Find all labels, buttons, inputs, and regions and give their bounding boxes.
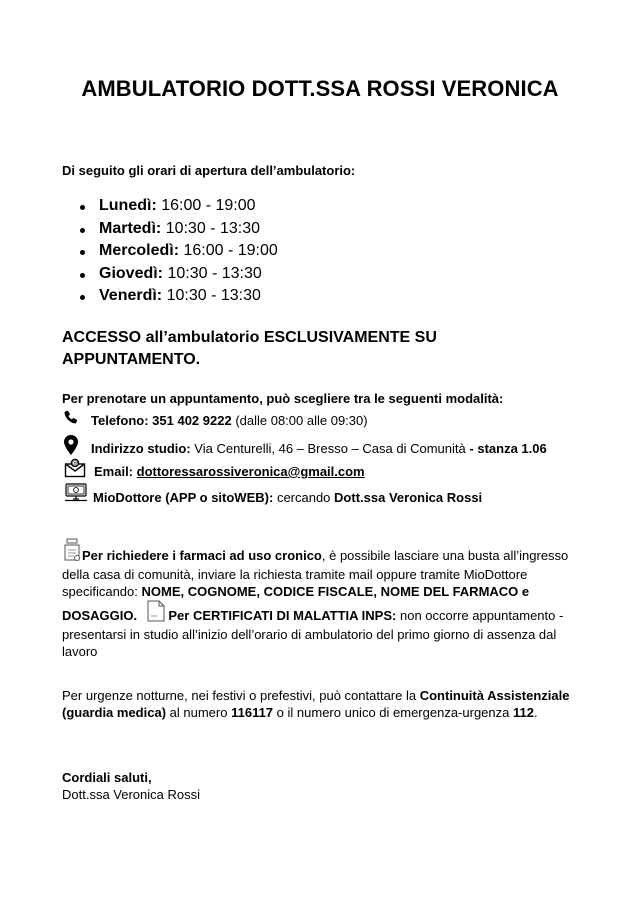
day-label: Venerdì: [99,287,163,304]
room-number: stanza 1.06 [477,441,547,456]
list-item [62,218,278,241]
day-label: Martedì: [99,219,162,237]
bullet [80,295,85,300]
chronic-text: , è possibile lasciare una busta all’ingresso della casa di comunità, inviare la richiesta tramite mail oppure tramite MioDottore specificando: [62,548,569,599]
guardia-medica-label: Continuità Assistenziale (guardia medica) [62,688,570,720]
hours-value: 10:30 - 13:30 [165,219,260,237]
email-link[interactable]: dottoressarossiveronica@gmail.com [136,464,365,479]
guardia-medica-number: 116117 [231,705,274,720]
chronic-fields: NOME, COGNOME, CODICE FISCALE, NOME DEL FARMACO e DOSAGGIO. [62,584,530,623]
hours-value: 16:00 - 19:00 [161,197,256,214]
day-label: Lunedì: [99,197,157,214]
email-label: Email: [94,464,134,479]
address-label: Indirizzo studio: [91,441,191,456]
svg-text:@: @ [72,460,78,467]
chronic-lead: Per richiedere i farmaci ad uso cronico [82,548,322,563]
urgent-text: o il numero unico di emergenza-urgenza [276,705,510,720]
signature: Dott.ssa Veronica Rossi [62,787,201,802]
phone-number[interactable]: 351 402 9222 [152,413,232,428]
opening-hours-list [62,195,278,308]
hours-value: 10:30 - 13:30 [166,287,261,304]
emergency-number: 112 [512,705,534,720]
certificates-text: non occorre appuntamento - presentarsi in studio all’inizio dell’orario di ambulatorio del primo giorno di assenza dal lavoro [62,608,564,659]
list-item [62,195,278,218]
bullet [80,228,85,233]
urgent-text: . [533,705,538,720]
urgent-text: Per urgenze notturne, nei festivi o prefestivi, può contattare la [62,688,417,703]
greeting: Cordiali saluti, [62,770,152,785]
chronic-medicine-paragraph [62,538,582,660]
phone-label: Telefono: [91,413,149,428]
urgent-care-paragraph [62,687,582,721]
email-icon [64,458,86,482]
map-pin-icon [64,435,78,459]
list-item [62,285,278,308]
access-notice: ACCESSO all’ambulatorio ESCLUSIVAMENTE SU APPUNTAMENTO. [62,329,437,368]
list-item [62,240,278,263]
address-value: Via Centurelli, 46 – Bresso – Casa di Comunità [194,441,466,456]
hours-value: 10:30 - 13:30 [167,264,262,282]
day-label: Giovedì: [99,264,164,282]
miodottore-label: MioDottore (APP o sitoWEB): [93,490,274,505]
certificates-lead: Per CERTIFICATI DI MALATTIA INPS: [168,608,397,623]
address-sep: - [469,441,474,456]
hours-value: 16:00 - 19:00 [183,242,278,259]
miodottore-name: Dott.ssa Veronica Rossi [334,490,483,505]
list-item [62,263,278,286]
urgent-text: al numero [169,705,228,720]
phone-hours: (dalle 08:00 alle 09:30) [235,413,368,428]
medicine-bottle-icon [62,538,82,566]
day-label: Mercoledì: [99,242,180,259]
bullet [80,205,85,210]
phone-icon [62,409,80,431]
closing [62,769,200,803]
computer-icon [64,482,88,506]
miodottore-pre: cercando [276,490,331,505]
hours-intro: Di seguito gli orari di apertura dell’ambulatorio: [62,163,356,178]
booking-intro: Per prenotare un appuntamento, può scegliere tra le seguenti modalità: [62,391,504,406]
bullet [80,273,85,278]
bullet [80,250,85,255]
document-icon [147,600,165,626]
page-title: AMBULATORIO DOTT.SSA ROSSI VERONICA [81,76,559,101]
